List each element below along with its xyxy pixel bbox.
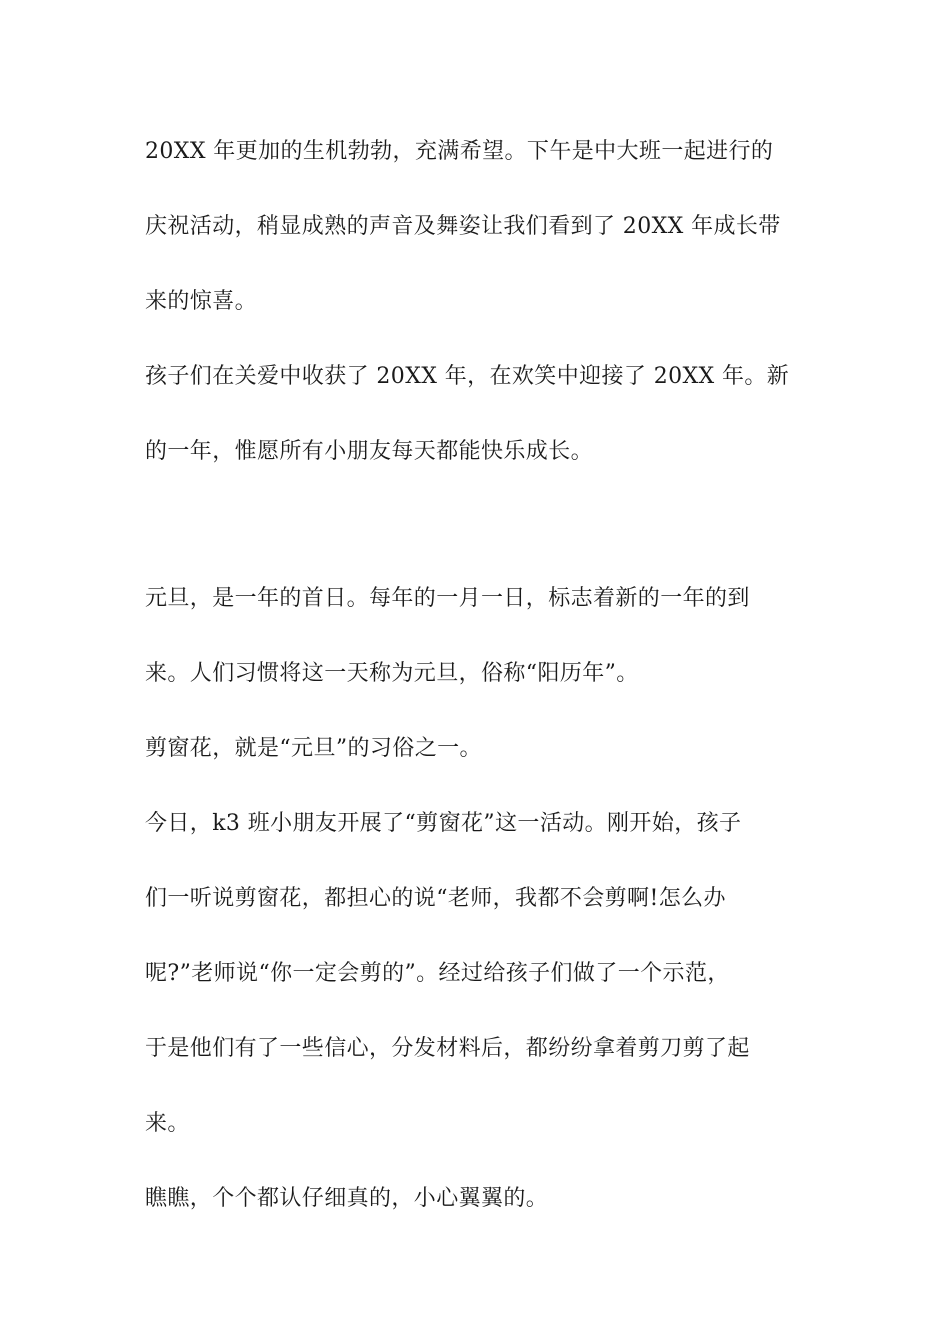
paragraph-5-line-4: 于是他们有了一些信心，分发材料后，都纷纷拿着剪刀剪了起 [145,1036,750,1061]
paragraph-5-line-3: 呢?”老师说“你一定会剪的”。经过给孩子们做了一个示范， [145,961,730,986]
paragraph-2-line-1: 孩子们在关爱中收获了 20XX 年，在欢笑中迎接了 20XX 年。新 [145,364,790,389]
paragraph-3-line-1: 元旦，是一年的首日。每年的一月一日，标志着新的一年的到 [145,586,750,611]
paragraph-2-line-2: 的一年，惟愿所有小朋友每天都能快乐成长。 [145,439,594,464]
paragraph-6-line-1: 瞧瞧，个个都认仔细真的，小心翼翼的。 [145,1186,549,1211]
paragraph-5-line-1: 今日，k3 班小朋友开展了“剪窗花”这一活动。刚开始，孩子 [145,811,742,836]
paragraph-5-line-2: 们一听说剪窗花，都担心的说“老师，我都不会剪啊!怎么办 [145,886,726,911]
paragraph-5-line-5: 来。 [145,1111,190,1136]
paragraph-1-line-3: 来的惊喜。 [145,289,258,314]
paragraph-1-line-2: 庆祝活动，稍显成熟的声音及舞姿让我们看到了 20XX 年成长带 [145,214,781,239]
paragraph-1-line-1: 20XX 年更加的生机勃勃，充满希望。下午是中大班一起进行的 [145,139,774,164]
paragraph-3-line-2: 来。人们习惯将这一天称为元旦，俗称“阳历年”。 [145,661,639,686]
paragraph-4-line-1: 剪窗花，就是“元旦”的习俗之一。 [145,736,482,761]
